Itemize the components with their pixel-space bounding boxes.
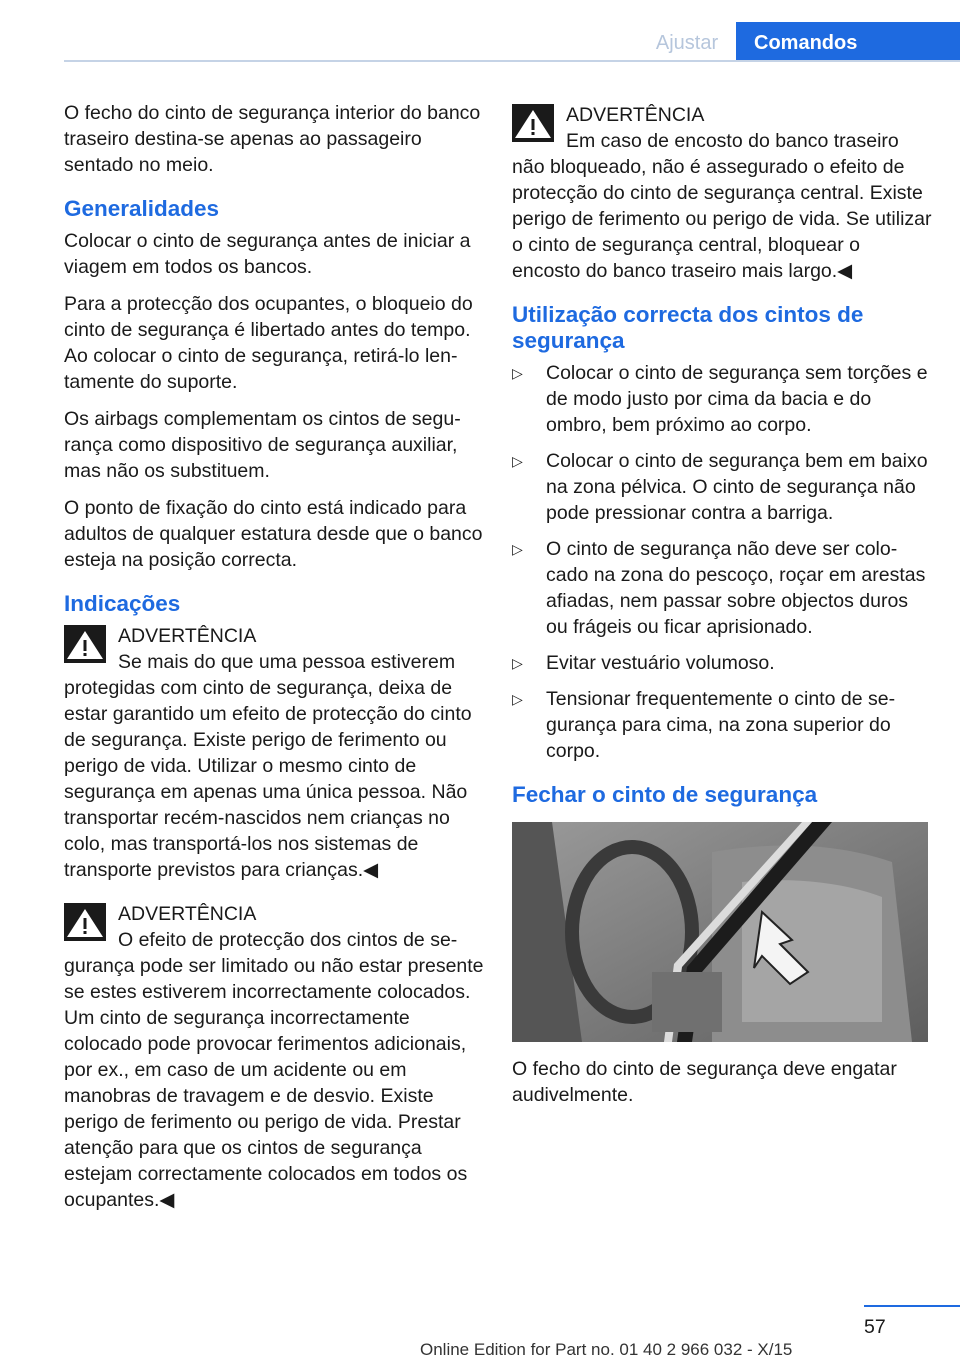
footer-edition-text: Online Edition for Part no. 01 40 2 966 032 - X/15 (420, 1340, 793, 1359)
warning-title: ADVERTÊNCIA (566, 104, 705, 126)
warning-text: Em caso de encosto do banco traseiro não bloqueado, não é assegurado o efeito de protecção do cinto de segurança central. Existe perigo de ferimento ou perigo de vida. Se utilizar o cinto de segurança central, bloquear o encosto do banco traseiro mais largo.◀ (512, 130, 932, 282)
section-title-fechar: Fechar o cinto de segurança (512, 782, 818, 807)
section-title-indicacoes: Indicações (64, 591, 181, 616)
list-item: ▷ Colocar o cinto de segurança sem torções e de modo justo por cima da bacia e do ombro, bem próximo ao corpo. (512, 362, 928, 436)
warning-text: Se mais do que uma pessoa estiverem protegidas com cinto de segurança, deixa de estar garantido um efeito de protecção do cinto de segurança. Existe perigo de ferimento ou perigo de vida. Utilizar o mesmo cinto de segurança em apenas uma única pessoa. Não transportar recém-nascidos nem crianças no colo, mas transportá-los nos sistemas de transporte previstos para crianças.◀ (64, 651, 472, 881)
list-item: ▷ Evitar vestuário volumoso. (512, 652, 775, 674)
warning-title: ADVERTÊNCIA (118, 625, 257, 647)
page-header (0, 0, 960, 62)
section-title-utilizacao: Utilização correcta dos cintos de segurança (512, 302, 864, 353)
triangle-right-icon: ▷ (512, 655, 523, 671)
section-title-generalidades: Generalidades (64, 196, 220, 221)
bullet-list (512, 360, 932, 764)
intro-paragraph: O fecho do cinto de segurança interior do banco traseiro destina-se apenas ao passageiro sentado no meio. (64, 102, 481, 176)
header-divider (64, 60, 960, 62)
warning-block (512, 102, 932, 284)
tab-ajustar[interactable]: Ajustar (655, 32, 719, 54)
warning-icon (64, 903, 106, 941)
list-item: ▷ Tensionar frequentemente o cinto de segurança para cima, na zona superior do corpo. (512, 688, 896, 762)
warning-icon (512, 104, 554, 142)
page-number: 57 (864, 1316, 886, 1338)
right-column (512, 102, 932, 1119)
warning-block (64, 623, 484, 883)
warning-block (64, 901, 484, 1213)
paragraph: Para a protecção dos ocupantes, o bloqueio do cinto de segurança é libertado antes do tempo. Ao colocar o cinto de segurança, retirá-lo lentamente do suporte. (64, 293, 473, 393)
list-item: ▷ O cinto de segurança não deve ser colocado na zona do pescoço, roçar em arestas afiadas, nem passar sobre objectos duros ou frágeis ou ficar aprisionado. (512, 538, 926, 638)
warning-title: ADVERTÊNCIA (118, 903, 257, 925)
seatbelt-illustration (512, 822, 928, 1042)
paragraph: O ponto de fixação do cinto está indicado para adultos de qualquer estatura desde que o banco esteja na posição correcta. (64, 497, 483, 571)
paragraph: Colocar o cinto de segurança antes de iniciar a viagem em todos os bancos. (64, 230, 471, 278)
warning-icon (64, 625, 106, 663)
tab-comandos[interactable]: Comandos (736, 22, 960, 62)
triangle-right-icon: ▷ (512, 691, 523, 707)
warning-text: O efeito de protecção dos cintos de segurança pode ser limitado ou não estar presente se estes estiverem incorrectamente colocados. Um cinto de segurança incorrectamente colocado pode provocar ferimentos adicionais, por ex., em caso de um acidente ou em manobras de travagem e de desvio. Existe perigo de ferimento ou perigo de vida. Prestar atenção para que os cintos de segurança estejam correctamente colocados em todos os ocupantes.◀ (64, 929, 484, 1211)
triangle-right-icon: ▷ (512, 365, 523, 381)
triangle-right-icon: ▷ (512, 541, 523, 557)
list-item: ▷ Colocar o cinto de segurança bem em baixo na zona pélvica. O cinto de segurança não pode pressionar contra a barriga. (512, 450, 928, 524)
figure-caption: O fecho do cinto de segurança deve engatar audivelmente. (512, 1058, 897, 1106)
triangle-right-icon: ▷ (512, 453, 523, 469)
left-column (64, 100, 484, 1231)
paragraph: Os airbags complementam os cintos de segurança como dispositivo de segurança auxiliar, mas não os substituem. (64, 408, 461, 482)
footer-divider (864, 1305, 960, 1307)
